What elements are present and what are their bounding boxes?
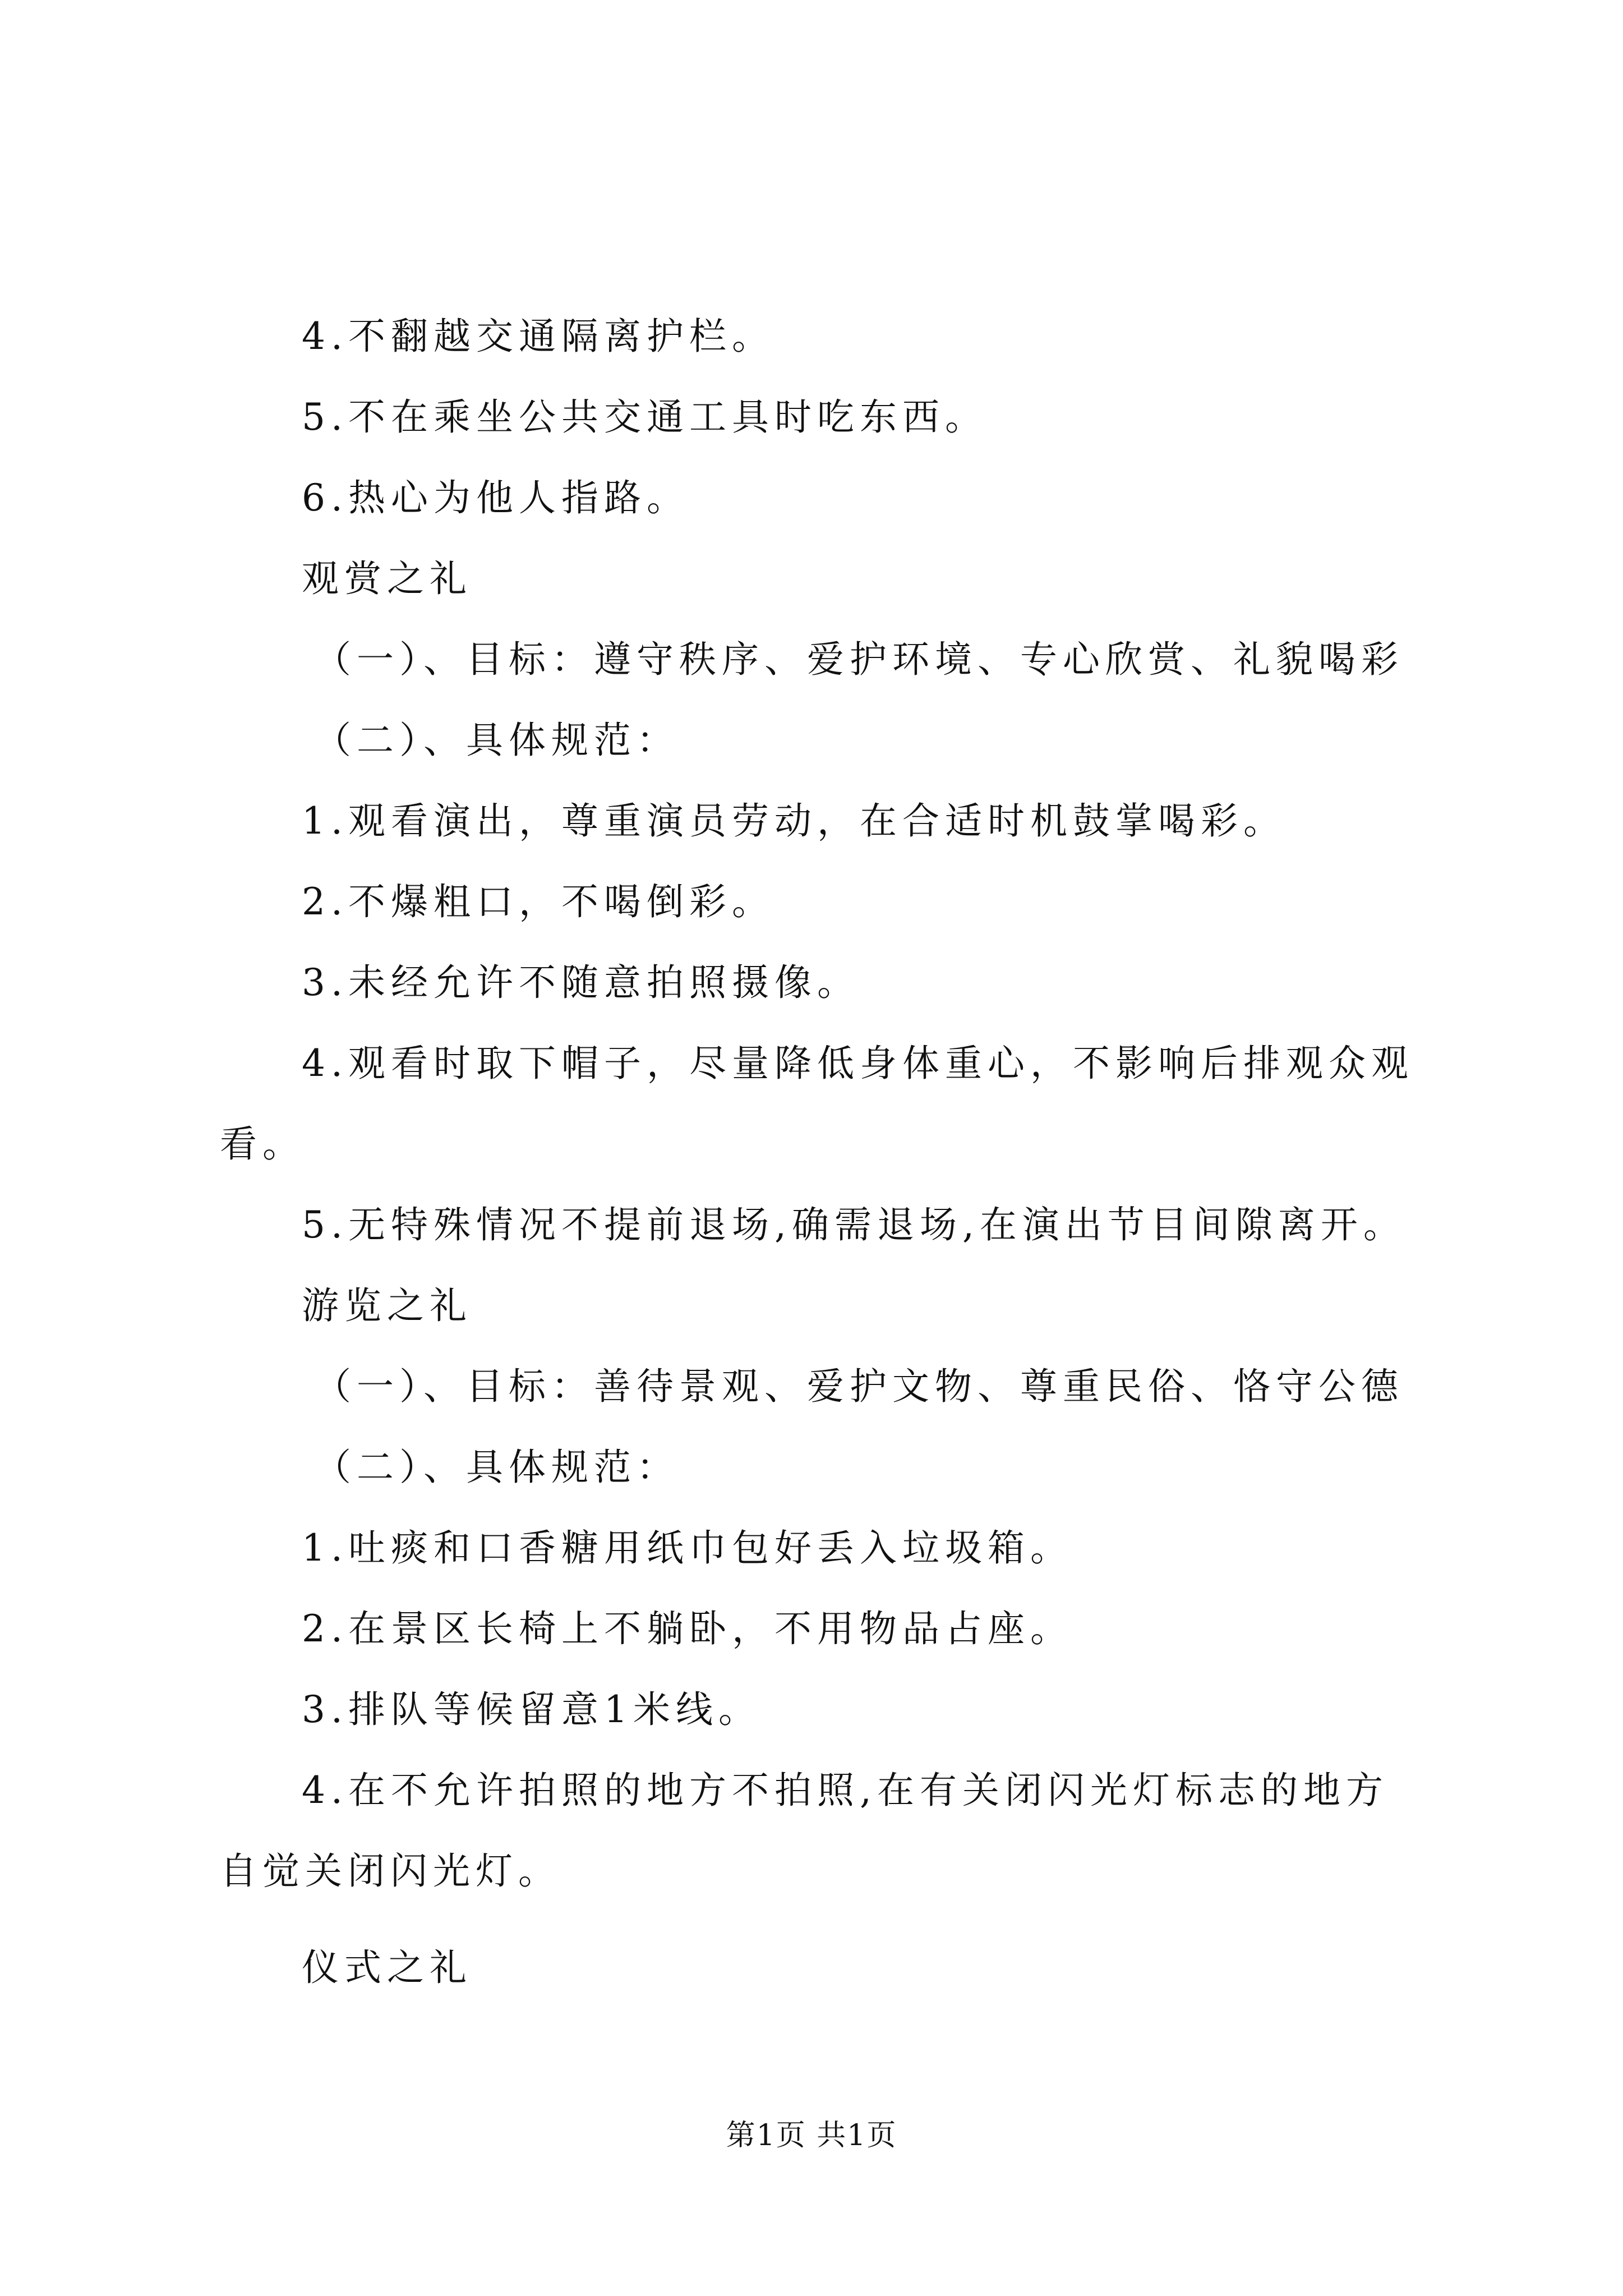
- rule-line: 4.不翻越交通隔离护栏。: [302, 315, 774, 358]
- rule-line-continuation: 自觉关闭闪光灯。: [220, 1849, 561, 1893]
- rule-line: 4.在不允许拍照的地方不拍照,在有关闭闪光灯标志的地方: [302, 1769, 1389, 1812]
- rule-line: 2.在景区长椅上不躺卧，不用物品占座。: [302, 1607, 1073, 1650]
- rule-line: 1.吐痰和口香糖用纸巾包好丢入垃圾箱。: [302, 1526, 1073, 1570]
- section-heading: 仪式之礼: [302, 1946, 472, 1989]
- rule-line: 1.观看演出，尊重演员劳动，在合适时机鼓掌喝彩。: [302, 799, 1286, 843]
- rule-line: 5.无特殊情况不提前退场,确需退场,在演出节目间隙离开。: [302, 1203, 1406, 1246]
- page-footer: 第1页 共1页: [726, 2119, 897, 2152]
- goal-line: （一）、目标：遵守秩序、爱护环境、专心欣赏、礼貌喝彩: [314, 638, 1404, 681]
- rule-line: 4.观看时取下帽子，尽量降低身体重心，不影响后排观众观: [302, 1042, 1414, 1085]
- rule-line: 6.热心为他人指路。: [302, 476, 689, 519]
- rule-line: 2.不爆粗口，不喝倒彩。: [302, 880, 774, 923]
- rule-line: 5.不在乘坐公共交通工具时吃东西。: [302, 395, 988, 439]
- subheading: （二）、具体规范：: [314, 1446, 679, 1489]
- subheading: （二）、具体规范：: [314, 719, 679, 762]
- section-heading: 观赏之礼: [302, 557, 472, 600]
- rule-line-continuation: 看。: [220, 1122, 305, 1166]
- rule-line: 3.未经允许不随意拍照摄像。: [302, 961, 860, 1004]
- goal-line: （一）、目标：善待景观、爱护文物、尊重民俗、恪守公德: [314, 1365, 1404, 1408]
- section-heading: 游览之礼: [302, 1284, 472, 1327]
- rule-line: 3.排队等候留意1米线。: [302, 1688, 761, 1731]
